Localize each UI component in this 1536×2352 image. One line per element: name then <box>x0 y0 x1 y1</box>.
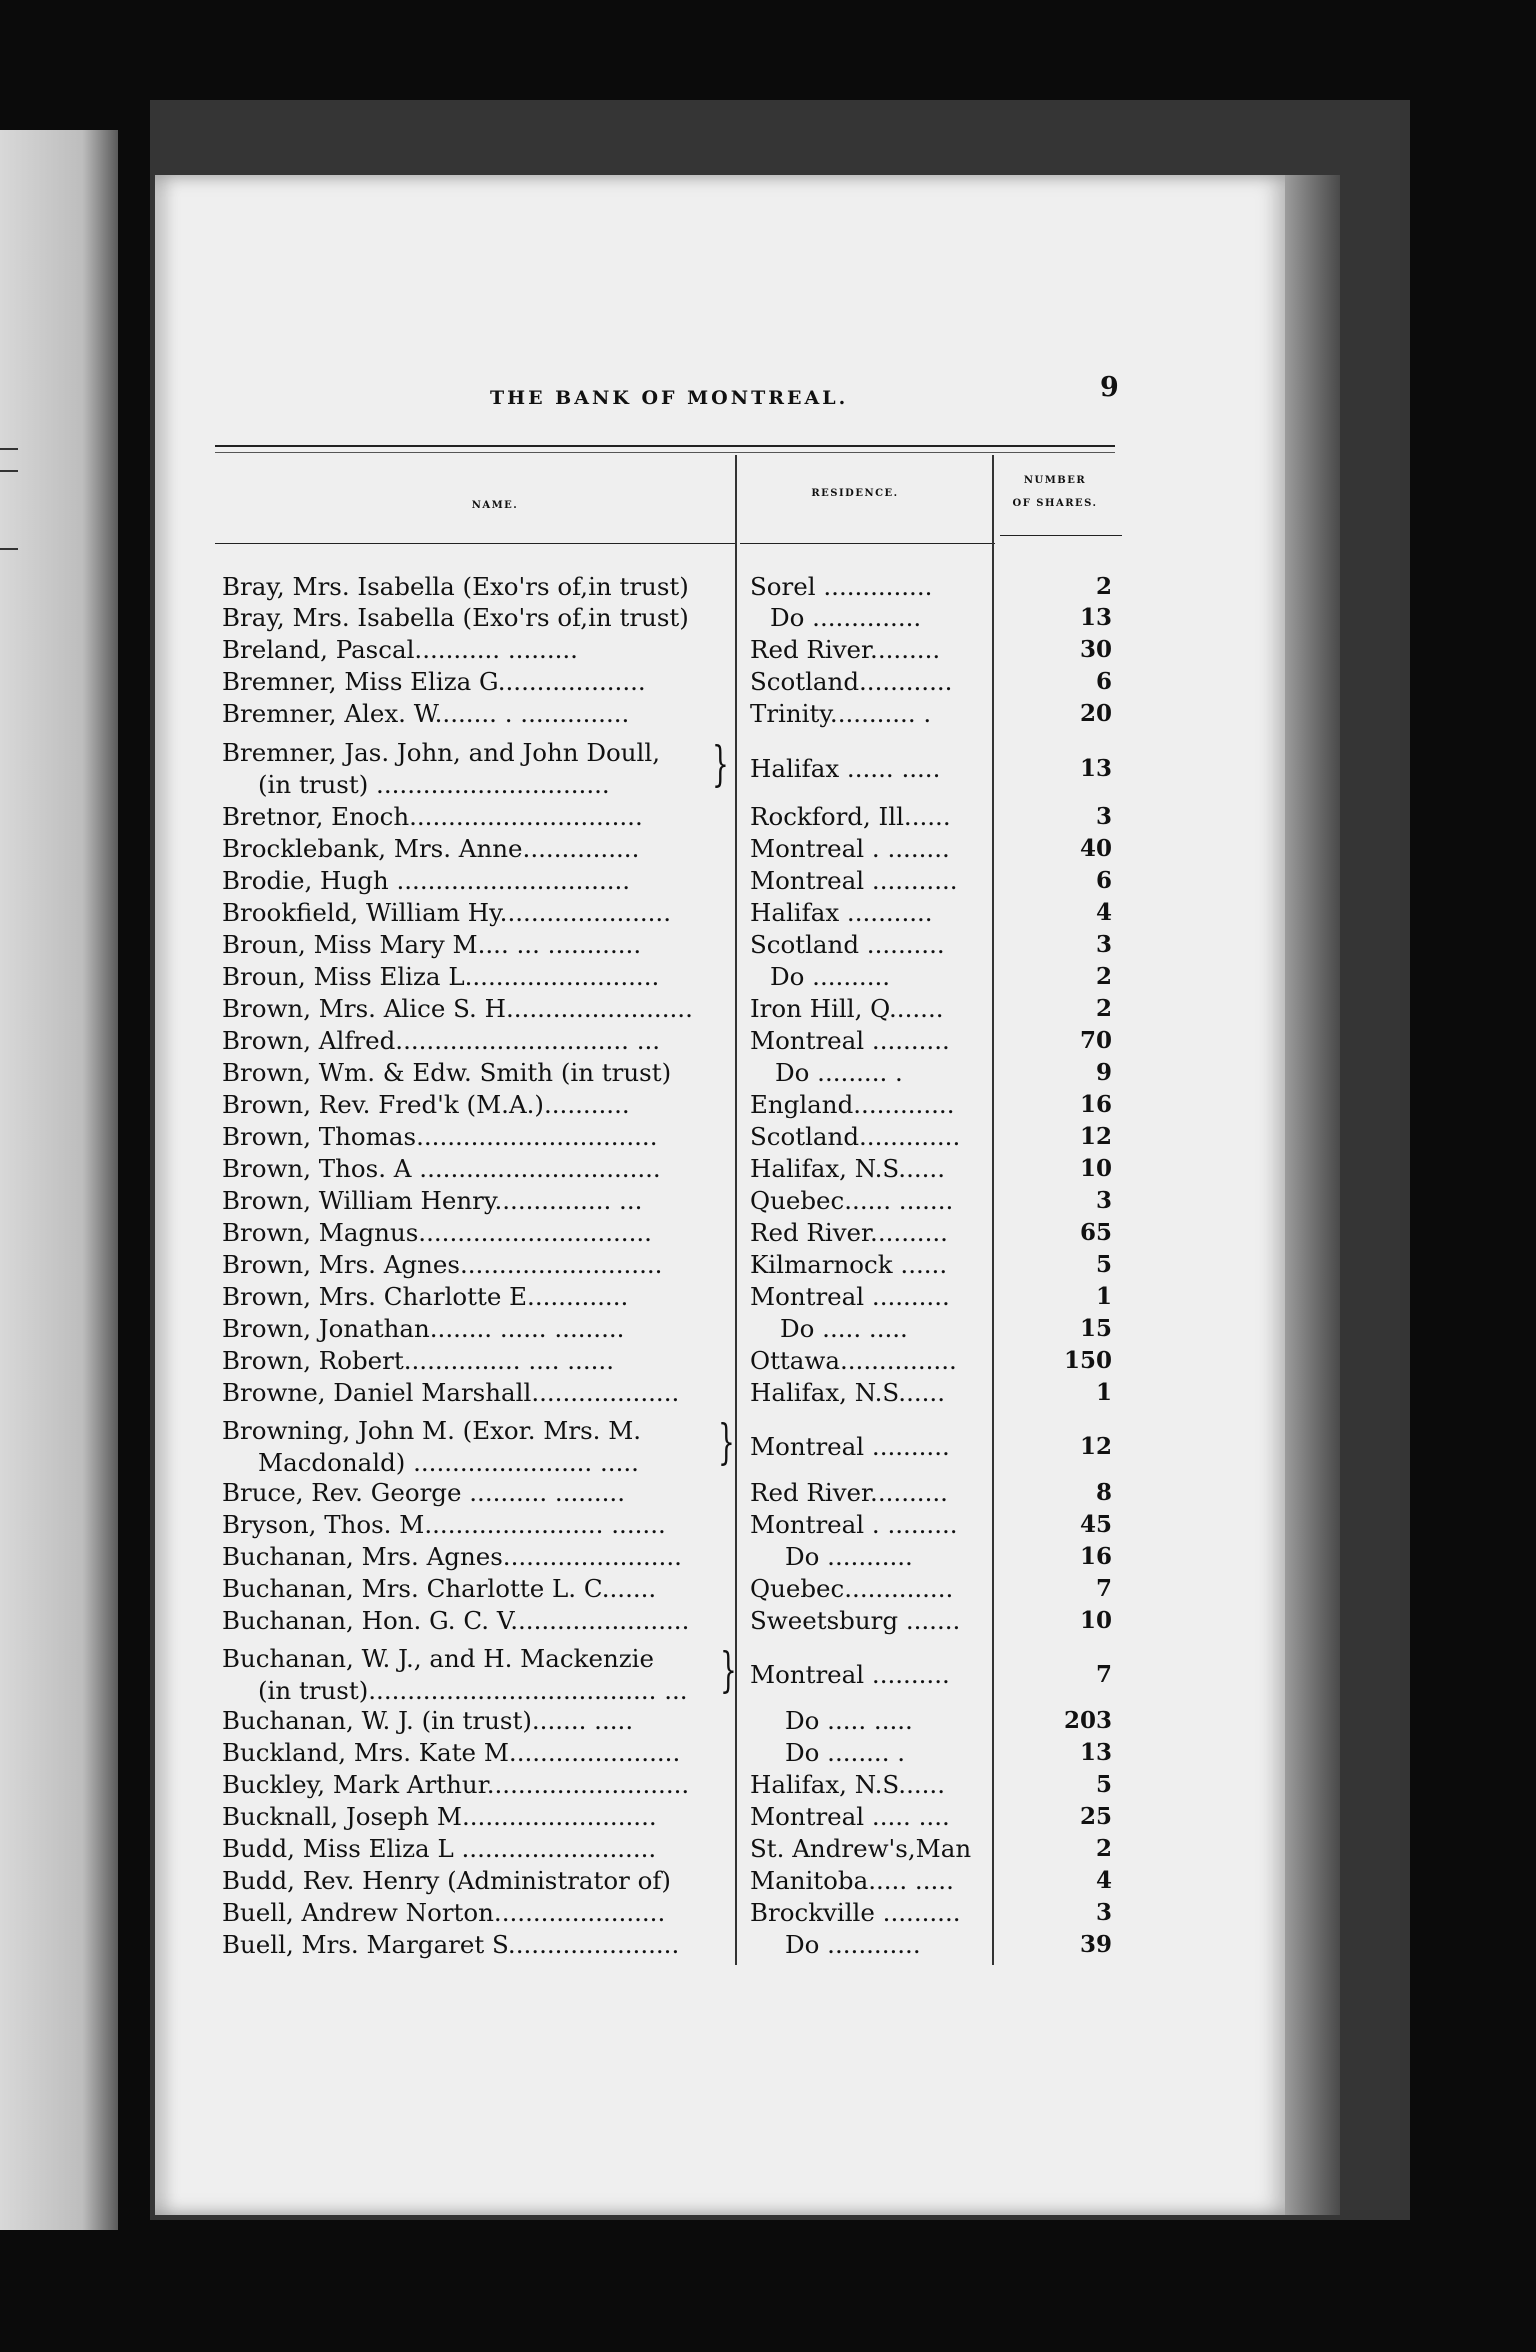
residence-cell: Red River......... <box>750 635 941 664</box>
shares-cell: 6 <box>1095 668 1112 695</box>
table-row <box>0 603 1536 635</box>
residence-cell: Montreal . ........ <box>750 834 950 863</box>
table-row <box>0 994 1536 1026</box>
residence-cell: Do ............ <box>785 1930 921 1959</box>
name-cell: Brown, Alfred.............................. ... <box>222 1026 661 1055</box>
residence-cell: Do ......... . <box>775 1058 903 1087</box>
table-row <box>0 834 1536 866</box>
table-row <box>0 1282 1536 1314</box>
residence-cell: Do ..... ..... <box>785 1706 913 1735</box>
shares-cell: 5 <box>1095 1771 1112 1798</box>
name-cell: Buchanan, W. J. (in trust)....... ..... <box>222 1706 634 1735</box>
residence-cell: Manitoba..... ..... <box>750 1866 954 1895</box>
shares-cell: 2 <box>1095 995 1112 1022</box>
residence-cell: Do ........ . <box>785 1738 906 1767</box>
table-row <box>0 1770 1536 1802</box>
residence-cell: Red River.......... <box>750 1218 948 1247</box>
name-cell: Brodie, Hugh .............................. <box>222 866 631 895</box>
name-cell: Brown, Thomas............................... <box>222 1122 658 1151</box>
table-row <box>0 635 1536 667</box>
bracket-glyph: } <box>712 736 729 792</box>
name-cell: Bremner, Jas. John, and John Doull, <box>222 738 661 767</box>
table-row <box>0 1058 1536 1090</box>
table-row <box>0 930 1536 962</box>
name-cell: Brown, William Henry............... ... <box>222 1186 643 1215</box>
shares-cell: 13 <box>1079 1739 1112 1766</box>
name-cell-continuation: (in trust)..................................... ... <box>258 1676 688 1705</box>
table-row <box>0 667 1536 699</box>
table-row <box>0 1186 1536 1218</box>
table-row <box>0 1218 1536 1250</box>
residence-cell: Sweetsburg ....... <box>750 1606 961 1635</box>
column-header-residence: RESIDENCE. <box>811 488 899 499</box>
table-row <box>0 898 1536 930</box>
shares-cell: 70 <box>1079 1027 1112 1054</box>
shares-cell: 4 <box>1095 1867 1112 1894</box>
residence-cell: Halifax, N.S...... <box>750 1154 946 1183</box>
name-cell: Buckley, Mark Arthur.......................... <box>222 1770 690 1799</box>
table-row <box>0 1378 1536 1410</box>
shares-cell: 16 <box>1079 1543 1112 1570</box>
table-row <box>0 1542 1536 1574</box>
shares-cell: 4 <box>1095 899 1112 926</box>
name-cell: Buchanan, Mrs. Charlotte L. C....... <box>222 1574 657 1603</box>
name-cell: Budd, Rev. Henry (Administrator of) <box>222 1866 671 1895</box>
name-cell: Brown, Magnus.............................. <box>222 1218 652 1247</box>
shares-cell: 2 <box>1095 1835 1112 1862</box>
residence-cell: Montreal ..... .... <box>750 1802 950 1831</box>
table-row <box>0 1834 1536 1866</box>
shares-cell: 12 <box>1079 1123 1112 1150</box>
name-cell: Buell, Mrs. Margaret S...................... <box>222 1930 680 1959</box>
shares-cell: 3 <box>1095 1899 1112 1926</box>
shares-cell: 39 <box>1079 1931 1112 1958</box>
shares-cell: 7 <box>1095 1661 1112 1688</box>
shares-cell: 2 <box>1095 573 1112 600</box>
table-row <box>0 1090 1536 1122</box>
name-cell: Buchanan, W. J., and H. Mackenzie <box>222 1644 654 1673</box>
residence-cell: Do ..... ..... <box>780 1314 908 1343</box>
shares-cell: 25 <box>1079 1803 1112 1830</box>
column-header-shares-line2: OF SHARES. <box>1012 498 1098 509</box>
residence-cell: Scotland............ <box>750 667 953 696</box>
name-cell-continuation: Macdonald) ....................... ..... <box>258 1448 639 1477</box>
table-row <box>0 1802 1536 1834</box>
table-row <box>0 1930 1536 1962</box>
shares-cell: 5 <box>1095 1251 1112 1278</box>
name-cell: Bruce, Rev. George .......... ......... <box>222 1478 626 1507</box>
residence-cell: Montreal .......... <box>750 1282 950 1311</box>
name-cell: Bray, Mrs. Isabella (Exo'rs of,in trust) <box>222 572 689 601</box>
table-row <box>0 1898 1536 1930</box>
name-cell: Broun, Miss Eliza L......................... <box>222 962 660 991</box>
table-row <box>0 1346 1536 1378</box>
residence-cell: Montreal . ......... <box>750 1510 958 1539</box>
name-cell: Bray, Mrs. Isabella (Exo'rs of,in trust) <box>222 603 689 632</box>
residence-cell: Kilmarnock ...... <box>750 1250 948 1279</box>
residence-cell: Brockville .......... <box>750 1898 961 1927</box>
residence-cell: Halifax ........... <box>750 898 933 927</box>
residence-cell: Halifax ...... ..... <box>750 754 941 783</box>
shares-cell: 3 <box>1095 1187 1112 1214</box>
name-cell: Browne, Daniel Marshall................... <box>222 1378 680 1407</box>
name-cell: Buckland, Mrs. Kate M...................... <box>222 1738 681 1767</box>
shares-cell: 203 <box>1063 1707 1112 1734</box>
residence-cell: Do .......... <box>770 962 891 991</box>
shares-cell: 150 <box>1063 1347 1112 1374</box>
shares-cell: 3 <box>1095 931 1112 958</box>
shares-cell: 15 <box>1079 1315 1112 1342</box>
table-row <box>0 1122 1536 1154</box>
table-row <box>0 1706 1536 1738</box>
residence-cell: Trinity........... . <box>750 699 932 728</box>
residence-cell: Scotland............. <box>750 1122 961 1151</box>
name-cell: Brookfield, William Hy...................... <box>222 898 672 927</box>
table-row <box>0 1154 1536 1186</box>
table-row <box>0 1606 1536 1638</box>
residence-cell: Do .............. <box>770 603 922 632</box>
name-cell: Brown, Wm. & Edw. Smith (in trust) <box>222 1058 672 1087</box>
shares-cell: 9 <box>1095 1059 1112 1086</box>
residence-cell: Montreal .......... <box>750 1660 950 1689</box>
table-row <box>0 802 1536 834</box>
residence-cell: Quebec.............. <box>750 1574 954 1603</box>
name-cell: Brown, Mrs. Alice S. H........................ <box>222 994 693 1023</box>
shares-cell: 20 <box>1079 700 1112 727</box>
name-cell: Buchanan, Hon. G. C. V....................... <box>222 1606 690 1635</box>
residence-cell: Scotland .......... <box>750 930 945 959</box>
table-row <box>0 1250 1536 1282</box>
name-cell: Brocklebank, Mrs. Anne............... <box>222 834 640 863</box>
name-cell: Brown, Robert............... .... ...... <box>222 1346 614 1375</box>
column-header-shares-line1: NUMBER <box>1023 475 1087 486</box>
bracket-glyph: } <box>718 1414 735 1470</box>
table-row <box>0 1510 1536 1542</box>
shares-cell: 10 <box>1079 1155 1112 1182</box>
name-cell: Bremner, Alex. W........ . .............. <box>222 699 630 728</box>
table-row <box>0 1574 1536 1606</box>
name-cell: Brown, Jonathan........ ...... ......... <box>222 1314 625 1343</box>
name-cell: Buell, Andrew Norton...................... <box>222 1898 666 1927</box>
residence-cell: Quebec...... ....... <box>750 1186 954 1215</box>
residence-cell: Ottawa............... <box>750 1346 957 1375</box>
name-cell: Brown, Rev. Fred'k (M.A.)........... <box>222 1090 630 1119</box>
name-cell: Bucknall, Joseph M......................... <box>222 1802 657 1831</box>
bracket-glyph: } <box>720 1642 737 1698</box>
residence-cell: Rockford, Ill...... <box>750 802 951 831</box>
residence-cell: Montreal .......... <box>750 1432 950 1461</box>
name-cell: Bryson, Thos. M....................... ....... <box>222 1510 666 1539</box>
name-cell: Brown, Mrs. Agnes.......................... <box>222 1250 663 1279</box>
shares-cell: 6 <box>1095 867 1112 894</box>
table-row <box>0 1416 1536 1480</box>
running-head: THE BANK OF MONTREAL. <box>490 387 849 409</box>
residence-cell: Halifax, N.S...... <box>750 1770 946 1799</box>
residence-cell: St. Andrew's,Man <box>750 1834 972 1863</box>
name-cell: Brown, Mrs. Charlotte E............. <box>222 1282 629 1311</box>
residence-cell: Do ........... <box>785 1542 913 1571</box>
shares-cell: 1 <box>1095 1283 1112 1310</box>
table-row <box>0 866 1536 898</box>
table-row <box>0 962 1536 994</box>
residence-cell: Montreal .......... <box>750 1026 950 1055</box>
table-row <box>0 1644 1536 1708</box>
name-cell-continuation: (in trust) .............................. <box>258 770 610 799</box>
table-row <box>0 699 1536 731</box>
table-row <box>0 1026 1536 1058</box>
residence-cell: Montreal ........... <box>750 866 958 895</box>
shares-cell: 8 <box>1095 1479 1112 1506</box>
table-row <box>0 1478 1536 1510</box>
name-cell: Bretnor, Enoch.............................. <box>222 802 643 831</box>
name-cell: Bremner, Miss Eliza G................... <box>222 667 646 696</box>
name-cell: Buchanan, Mrs. Agnes....................... <box>222 1542 682 1571</box>
shares-cell: 3 <box>1095 803 1112 830</box>
shares-cell: 45 <box>1079 1511 1112 1538</box>
name-cell: Browning, John M. (Exor. Mrs. M. <box>222 1416 642 1445</box>
residence-cell: Red River.......... <box>750 1478 948 1507</box>
shares-cell: 12 <box>1079 1433 1112 1460</box>
shares-cell: 30 <box>1079 636 1112 663</box>
table-row <box>0 1738 1536 1770</box>
shares-cell: 1 <box>1095 1379 1112 1406</box>
residence-cell: Iron Hill, Q....... <box>750 994 944 1023</box>
page-number: 9 <box>1100 372 1119 403</box>
shares-cell: 16 <box>1079 1091 1112 1118</box>
name-cell: Budd, Miss Eliza L ......................... <box>222 1834 657 1863</box>
shares-cell: 2 <box>1095 963 1112 990</box>
table-row <box>0 572 1536 604</box>
shares-cell: 13 <box>1079 755 1112 782</box>
residence-cell: Halifax, N.S...... <box>750 1378 946 1407</box>
shares-cell: 40 <box>1079 835 1112 862</box>
shares-cell: 13 <box>1079 604 1112 631</box>
name-cell: Broun, Miss Mary M.... ... ............ <box>222 930 642 959</box>
table-row <box>0 1866 1536 1898</box>
column-header-name: NAME. <box>471 500 519 511</box>
shares-cell: 7 <box>1095 1575 1112 1602</box>
shares-cell: 10 <box>1079 1607 1112 1634</box>
residence-cell: Sorel .............. <box>750 572 933 601</box>
name-cell: Brown, Thos. A ............................... <box>222 1154 661 1183</box>
residence-cell: England............. <box>750 1090 955 1119</box>
table-row <box>0 738 1536 802</box>
name-cell: Breland, Pascal........... ......... <box>222 635 578 664</box>
table-row <box>0 1314 1536 1346</box>
shares-cell: 65 <box>1079 1219 1112 1246</box>
